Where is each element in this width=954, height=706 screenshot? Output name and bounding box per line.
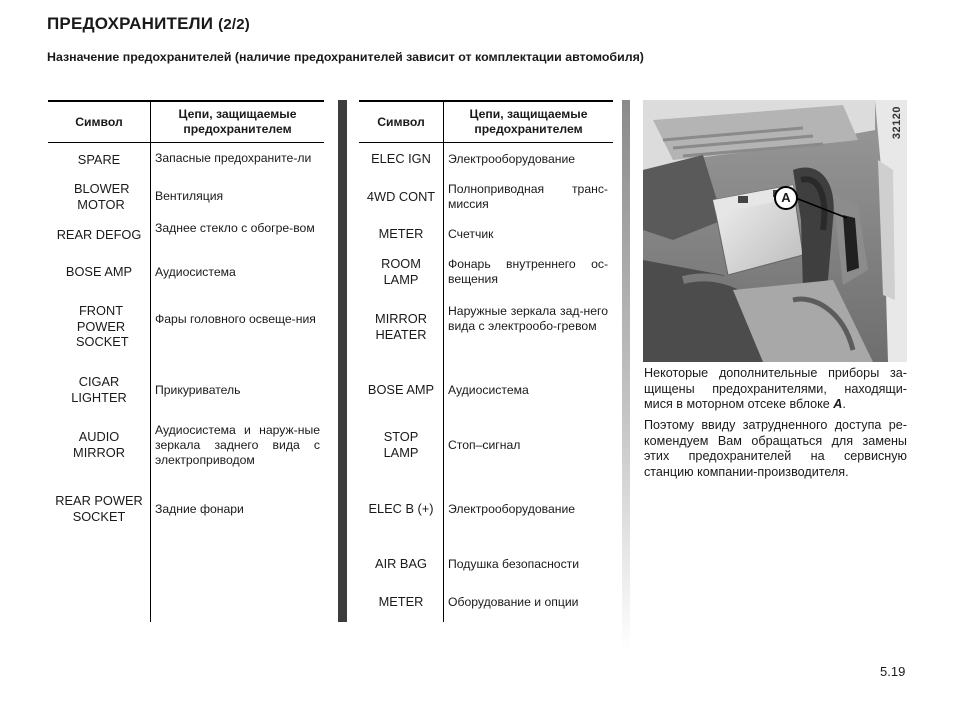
- fuse-symbol: CIGAR LIGHTER: [71, 374, 127, 405]
- fuse-symbol: METER: [378, 226, 424, 241]
- note-end: .: [842, 397, 846, 412]
- header-circuits: Цепи, защищаемые предохранителем: [469, 107, 588, 136]
- fuse-symbol: ELEC IGN: [371, 151, 431, 166]
- fuse-circuit: Фонарь внутреннего ос-вещения: [448, 257, 608, 286]
- table-column-divider: [443, 100, 444, 622]
- fuse-symbol: REAR POWER SOCKET: [55, 493, 143, 524]
- fuse-symbol: SPARE: [77, 152, 121, 167]
- note-block-label: A: [833, 397, 843, 412]
- fuse-circuit: Стоп–сигнал: [448, 438, 521, 452]
- fuse-circuit: Подушка безопасности: [448, 557, 580, 571]
- fuse-circuit: Оборудование и опции: [448, 595, 579, 609]
- fuse-symbol: METER: [378, 594, 424, 609]
- page-title: [47, 14, 250, 34]
- fuse-symbol: STOP LAMP: [383, 429, 419, 460]
- table-header-rule: [359, 142, 613, 143]
- column-separator-bar: [338, 100, 347, 622]
- fuse-circuit: Счетчик: [448, 227, 494, 241]
- fuse-circuit: Аудиосистема и наруж-ные зеркала заднего вида с электроприводом: [155, 423, 320, 467]
- table-column-divider: [150, 100, 151, 622]
- fuse-symbol: BOSE AMP: [65, 264, 133, 279]
- fuse-symbol: AIR BAG: [375, 556, 427, 571]
- fuse-circuit: Полноприводная транс-миссия: [448, 182, 608, 211]
- callout-a-marker: A: [774, 186, 798, 210]
- fuse-symbol: FRONT POWER SOCKET: [76, 303, 129, 349]
- fuse-symbol: ROOM LAMP: [381, 256, 421, 287]
- fuse-table-right: [359, 100, 613, 622]
- column-shade-bar: [622, 100, 630, 650]
- engine-compartment-photo: [643, 100, 907, 362]
- page-title-part: (2/2): [218, 16, 250, 33]
- fuse-circuit: Вентиляция: [155, 189, 224, 203]
- fuse-circuit: Заднее стекло с обогре-вом: [155, 221, 315, 235]
- fuse-circuit: Наружные зеркала зад-него вида с электрообо-гревом: [448, 304, 608, 333]
- fuse-circuit: Задние фонари: [155, 502, 244, 516]
- table-header-rule: [48, 142, 324, 143]
- fuse-symbol: BLOWER MOTOR: [74, 181, 130, 212]
- header-symbol: Символ: [377, 114, 425, 129]
- fuse-circuit: Электрооборудование: [448, 502, 576, 516]
- header-symbol: Символ: [75, 114, 123, 129]
- note-paragraph-1: [644, 366, 907, 413]
- engine-illustration: [643, 100, 907, 362]
- note-text: Некоторые дополнительные приборы за-щищены предохранителями, находящи-мися в моторном отсеке вблоке: [644, 366, 907, 412]
- header-circuits: Цепи, защищаемые предохранителем: [178, 107, 297, 136]
- fuse-symbol: AUDIO MIRROR: [73, 429, 125, 460]
- fuse-circuit: Аудиосистема: [448, 383, 529, 397]
- fuse-circuit: Аудиосистема: [155, 265, 236, 279]
- fuse-symbol: MIRROR HEATER: [375, 311, 427, 342]
- fuse-symbol: ELEC B (+): [368, 501, 434, 516]
- fuse-circuit: Электрооборудование: [448, 152, 576, 166]
- page-number: 5.19: [880, 664, 906, 679]
- photo-reference-code: 32120: [891, 106, 903, 140]
- fuse-circuit: Прикуриватель: [155, 383, 241, 397]
- note-paragraph-2: Поэтому ввиду затрудненного доступа ре-комендуем Вам обращаться для замены этих предохранителей на сервисную станцию компании-производителя.: [644, 418, 907, 479]
- fuse-circuit: Фары головного освеще-ния: [155, 312, 316, 326]
- section-subtitle: Назначение предохранителей (наличие предохранителей зависит от комплектации автомобиля): [47, 50, 644, 64]
- fuse-symbol: BOSE AMP: [367, 382, 435, 397]
- page-title-text: ПРЕДОХРАНИТЕЛИ: [47, 14, 214, 33]
- fuse-symbol: REAR DEFOG: [56, 227, 142, 242]
- fuse-circuit: Запасные предохраните-ли: [155, 151, 312, 165]
- fuse-table-left: [48, 100, 324, 622]
- fuse-symbol: 4WD CONT: [366, 189, 436, 204]
